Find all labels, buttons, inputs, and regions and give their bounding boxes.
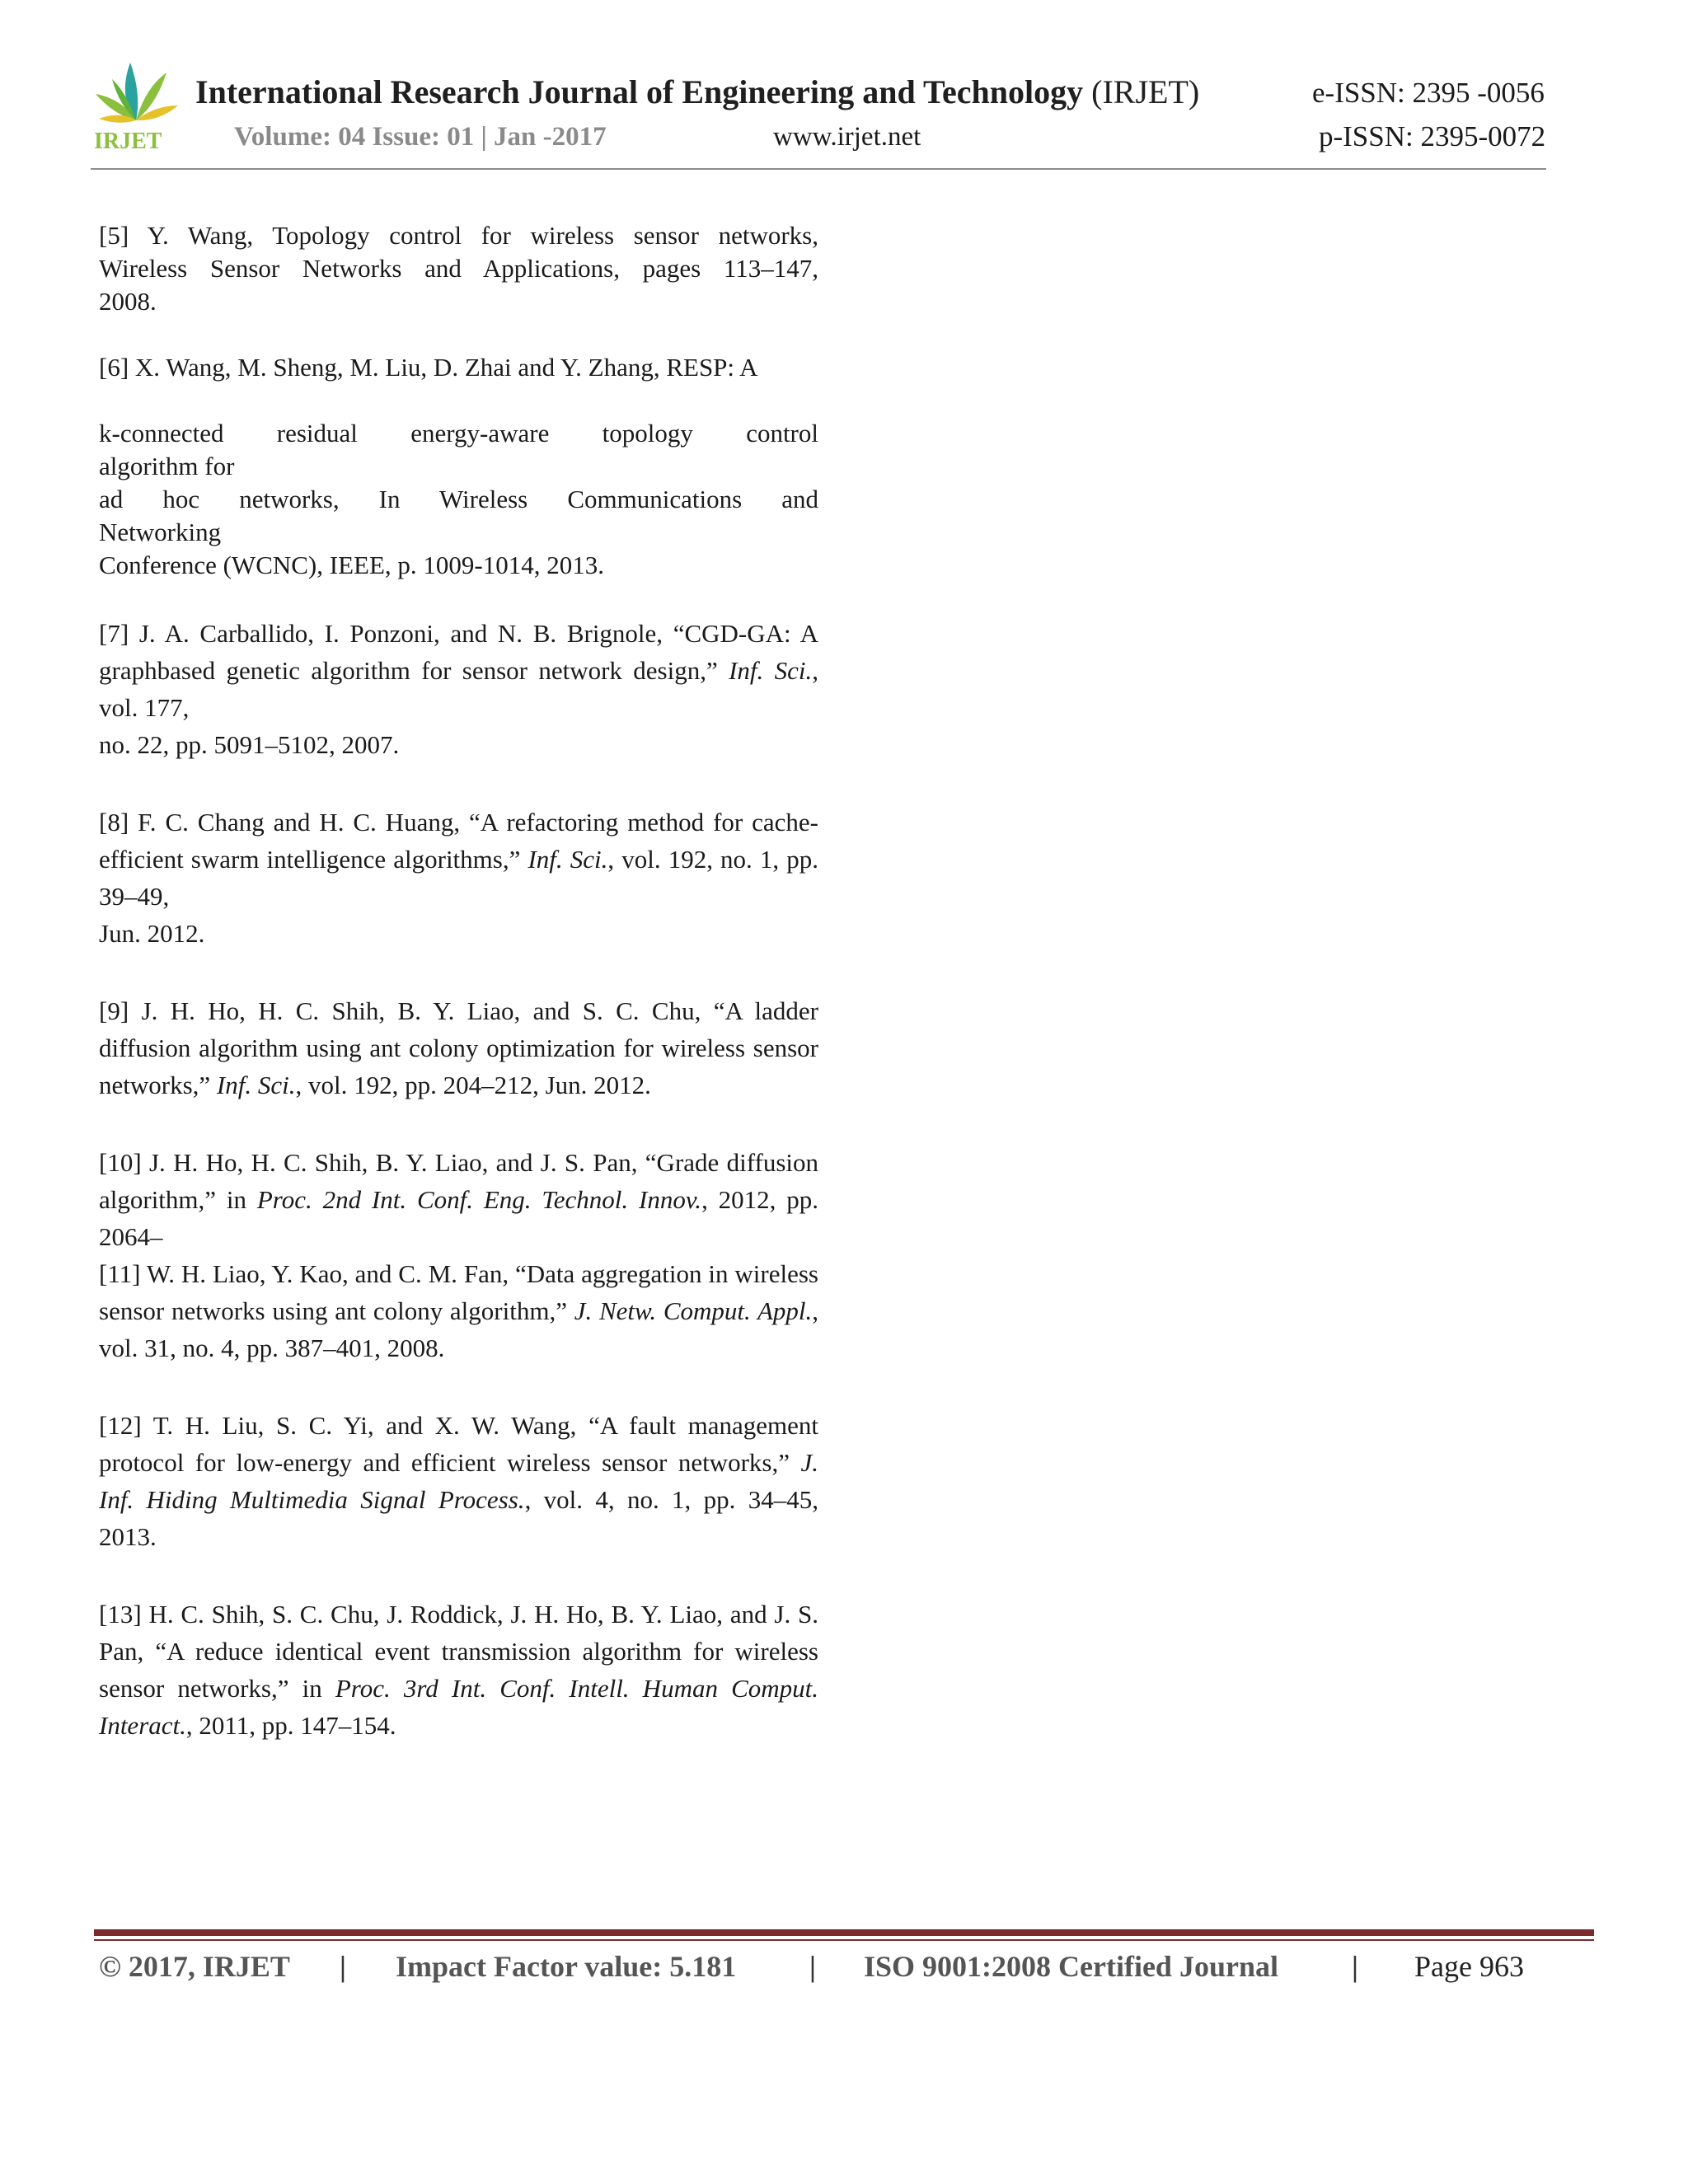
reference-journal: J. Inf. Hiding Multimedia Signal Process.	[99, 1448, 818, 1514]
reference-text: [8] F. C. Chang and H. C. Huang, “A refactoring method for cache-efficient swarm intelligence algorithms,”	[99, 808, 818, 874]
reference-text: [9] J. H. Ho, H. C. Shih, B. Y. Liao, and S. C. Chu, “A ladder diffusion algorithm using ant colony optimization for wireless sensor networks,”	[99, 996, 818, 1099]
footer-impact-factor: Impact Factor value: 5.181	[396, 1950, 737, 1983]
footer-page-number: Page 963	[1414, 1950, 1524, 1983]
reference-text: [11] W. H. Liao, Y. Kao, and C. M. Fan, “Data aggregation in wireless sensor networks using ant colony algorithm,”	[99, 1259, 818, 1325]
pissn: p-ISSN: 2395-0072	[1319, 120, 1546, 152]
logo-text: IRJET	[94, 129, 162, 154]
reference-text: , 2011, pp. 147–154.	[185, 1711, 396, 1740]
reference-13	[99, 1596, 818, 1744]
reference-line: [6] X. Wang, M. Sheng, M. Liu, D. Zhai and Y. Zhang, RESP: A	[99, 353, 758, 382]
footer-separator: |	[1352, 1950, 1358, 1983]
journal-website-link[interactable]: www.irjet.net	[773, 122, 921, 152]
reference-12	[99, 1407, 818, 1555]
reference-line: Conference (WCNC), IEEE, p. 1009-1014, 2013.	[99, 551, 604, 579]
reference-text: [7] J. A. Carballido, I. Ponzoni, and N. B. Brignole, “CGD-GA: A graphbased genetic algorithm for sensor network design,”	[99, 619, 818, 685]
journal-name: International Research Journal of Engineering and Technology	[195, 73, 1084, 110]
reference-7	[99, 615, 818, 763]
reference-10	[99, 1144, 818, 1255]
footer-rule-thin	[94, 1939, 1594, 1941]
footer-separator: |	[340, 1950, 346, 1983]
reference-text: [13] H. C. Shih, S. C. Chu, J. Roddick, J. H. Ho, B. Y. Liao, and J. S. Pan, “A reduce identical event transmission algorithm for wireless sensor networks,” in	[99, 1600, 818, 1703]
eissn: e-ISSN: 2395 -0056	[1312, 77, 1545, 109]
reference-journal: J. Netw. Comput. Appl.	[574, 1296, 813, 1325]
reference-list	[99, 219, 818, 1744]
reference-5	[99, 219, 818, 318]
reference-text: , 2012, pp. 2064–	[99, 1185, 819, 1251]
reference-text: , vol. 177,	[99, 656, 819, 722]
reference-line: 2008.	[99, 287, 157, 316]
footer-copyright: © 2017, IRJET	[99, 1950, 290, 1983]
reference-line: Jun. 2012.	[99, 919, 205, 948]
reference-line: no. 22, pp. 5091–5102, 2007.	[99, 730, 400, 759]
irjet-logo	[91, 56, 181, 155]
footer-iso: ISO 9001:2008 Certified Journal	[864, 1950, 1278, 1983]
header-divider	[91, 168, 1546, 170]
reference-text: , vol. 192, no. 1, pp. 39–49,	[99, 845, 819, 911]
reference-text: [10] J. H. Ho, H. C. Shih, B. Y. Liao, and J. S. Pan, “Grade diffusion algorithm,” in	[99, 1148, 818, 1214]
reference-text: [12] T. H. Liu, S. C. Yi, and X. W. Wang, “A fault management protocol for low-energy and efficient wireless sensor networks,”	[99, 1411, 818, 1477]
footer-rule	[94, 1929, 1594, 1936]
reference-line: algorithm for	[99, 452, 235, 480]
journal-abbrev: (IRJET)	[1091, 73, 1200, 110]
reference-journal: Proc. 3rd Int. Conf. Intell. Human Comput. Interact.	[99, 1674, 819, 1740]
reference-8	[99, 804, 818, 952]
reference-journal: Inf. Sci.	[729, 656, 813, 685]
reference-journal: Inf. Sci.	[528, 845, 608, 874]
reference-6	[99, 351, 818, 582]
reference-text: , vol. 192, pp. 204–212, Jun. 2012.	[295, 1071, 651, 1099]
reference-line: Networking	[99, 518, 222, 546]
footer-separator: |	[809, 1950, 816, 1983]
volume-issue: Volume: 04 Issue: 01 | Jan -2017	[234, 122, 607, 152]
reference-text: , vol. 31, no. 4, pp. 387–401, 2008.	[99, 1296, 818, 1362]
reference-line: k-connected residual energy-aware topology control	[99, 419, 818, 448]
reference-journal: Proc. 2nd Int. Conf. Eng. Technol. Innov.	[256, 1185, 702, 1214]
reference-line: Wireless Sensor Networks and Applications, pages 113–147,	[99, 254, 818, 283]
reference-11	[99, 1255, 818, 1366]
reference-text: , vol. 4, no. 1, pp. 34–45, 2013.	[99, 1485, 818, 1551]
journal-title	[195, 73, 1199, 112]
reference-journal: Inf. Sci.	[216, 1071, 296, 1099]
reference-line: ad hoc networks, In Wireless Communications and	[99, 485, 818, 513]
reference-line: [5] Y. Wang, Topology control for wireless sensor networks,	[99, 221, 818, 250]
reference-9	[99, 992, 818, 1104]
